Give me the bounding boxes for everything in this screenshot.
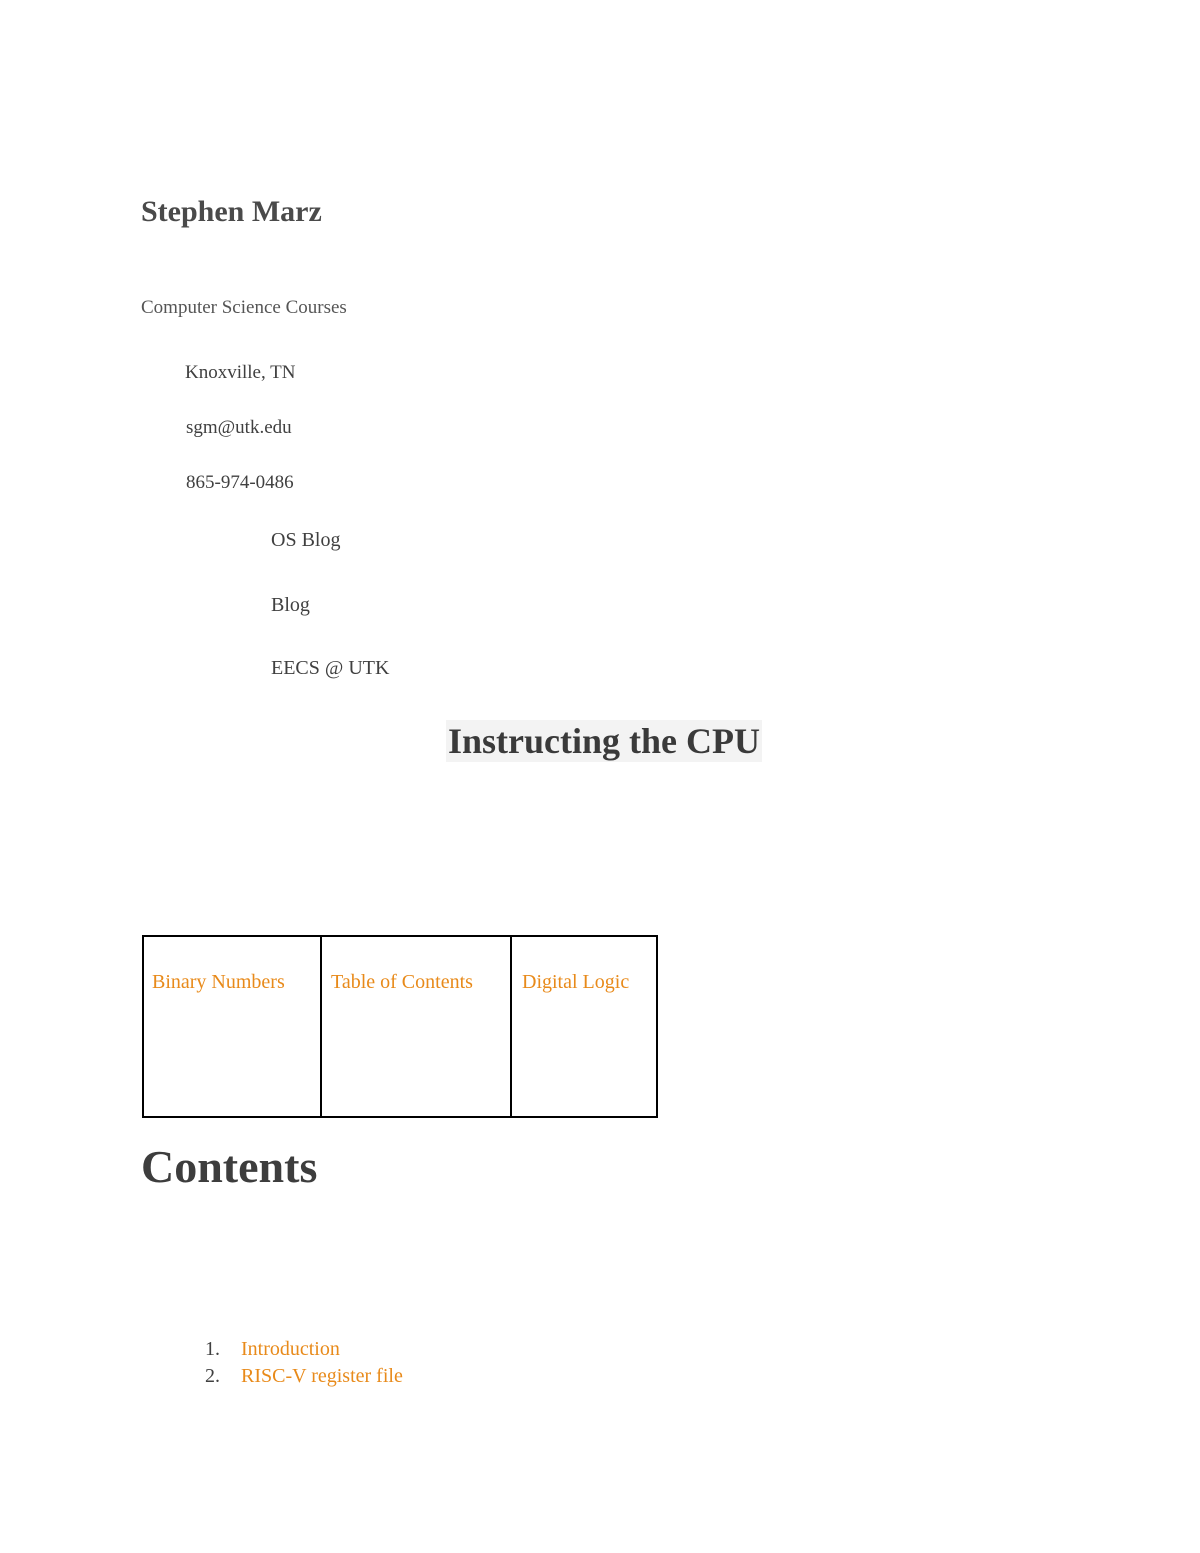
page-title: Instructing the CPU [448,721,760,761]
os-blog-link[interactable]: OS Blog [271,529,341,551]
location-text: Knoxville, TN [185,362,296,383]
list-item [205,1336,403,1363]
list-item [205,1363,403,1390]
contents-list [205,1336,403,1390]
toc-item-introduction-link[interactable]: Introduction [241,1338,340,1360]
contents-heading: Contents [141,1141,318,1192]
list-number: 2. [205,1365,220,1387]
site-subtitle: Computer Science Courses [141,297,347,318]
blog-link[interactable]: Blog [271,594,310,616]
toc-item-register-file-link[interactable]: RISC-V register file [241,1365,403,1387]
author-name: Stephen Marz [141,195,322,228]
email-text: sgm@utk.edu [186,417,292,438]
list-number: 1. [205,1338,220,1360]
nav-cell-toc [321,936,511,1117]
nav-cell-prev [143,936,321,1117]
toc-link[interactable]: Table of Contents [331,971,473,993]
eecs-link[interactable]: EECS @ UTK [271,657,390,679]
next-page-link[interactable]: Digital Logic [522,971,630,993]
nav-cell-next [511,936,657,1117]
prev-page-link[interactable]: Binary Numbers [152,971,285,993]
phone-text: 865-974-0486 [186,472,294,493]
navigation-table [142,935,658,1118]
